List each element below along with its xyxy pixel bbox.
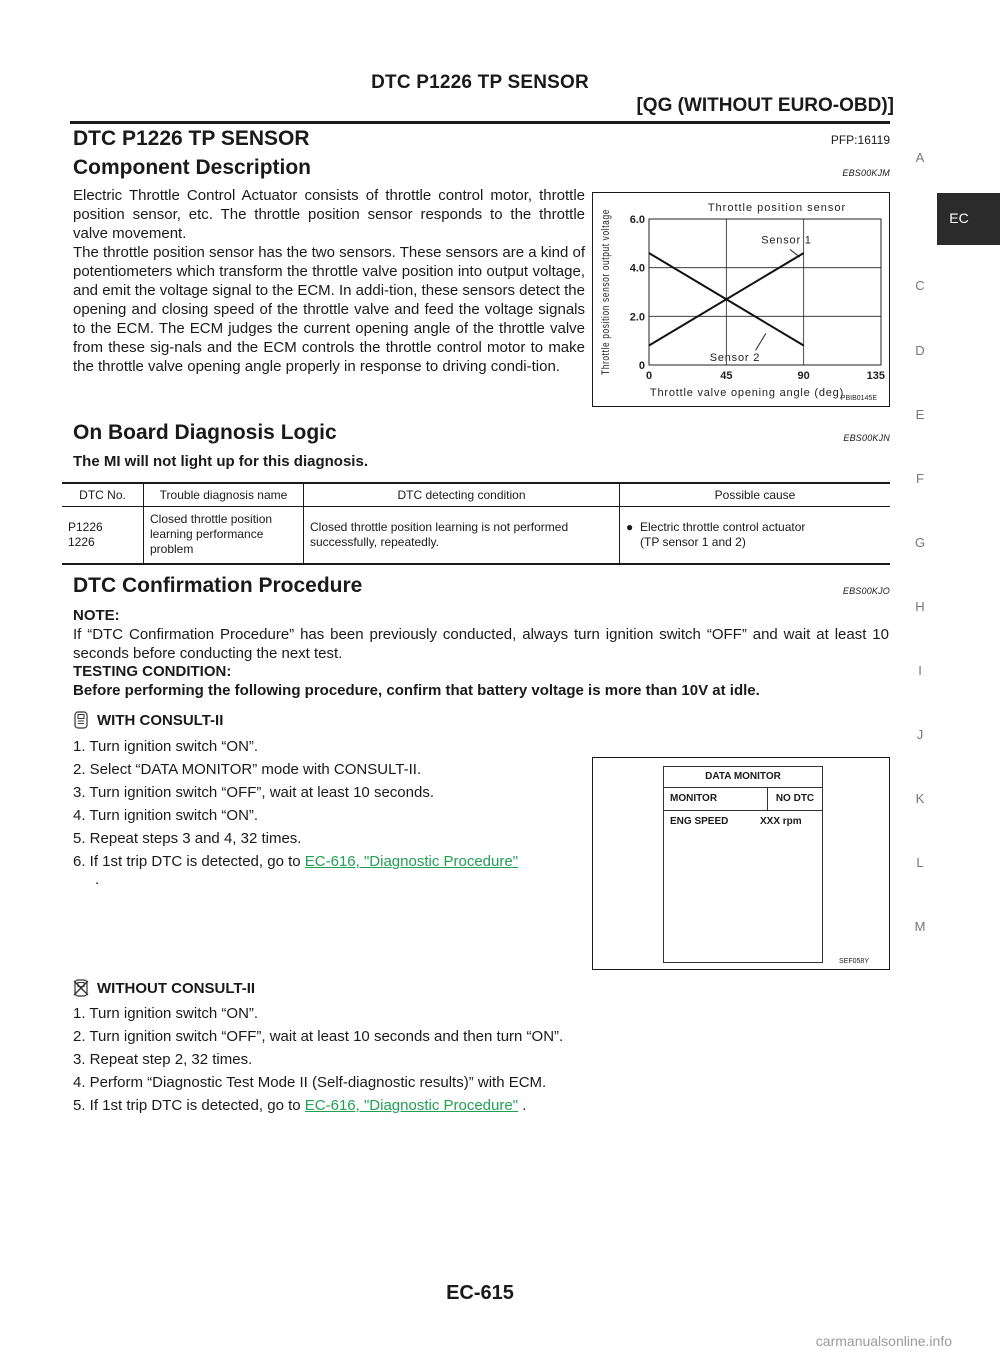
list-item: 2. Turn ignition switch “OFF”, wait at least 10 seconds and then turn “ON”. (73, 1028, 564, 1045)
confirmation-heading: DTC Confirmation Procedure (73, 574, 363, 597)
eng-speed-label: ENG SPEED (670, 816, 729, 827)
table-header-dtc-no: DTC No. (62, 484, 144, 507)
list-item: 3. Repeat step 2, 32 times. (73, 1051, 253, 1068)
x-tick-label: 0 (645, 370, 653, 382)
y-tick-label: 4.0 (629, 262, 645, 275)
dtc-table-wrapper (62, 482, 890, 565)
tab-c[interactable]: C (915, 278, 925, 293)
data-monitor-title: DATA MONITOR (664, 767, 822, 788)
y-axis-label: Throttle position sensor output voltage (600, 157, 612, 375)
table-header-trouble-name: Trouble diagnosis name (144, 484, 304, 507)
tab-g[interactable]: G (914, 535, 926, 550)
list-item (73, 853, 588, 889)
part-number: PFP:16119 (830, 133, 890, 147)
trouble-name-cell: Closed throttle position learning performance problem (144, 507, 304, 563)
component-paragraph-1: Electric Throttle Control Actuator consists of throttle control motor, throttle position sensor, etc. The throttle position sensor responds to the throttle valve movement. (73, 187, 585, 242)
list-item: 4. Perform “Diagnostic Test Mode II (Self-diagnostic results)” with ECM. (73, 1074, 547, 1091)
watermark: carmanualsonline.info (815, 1333, 952, 1349)
table-header-possible-cause: Possible cause (620, 484, 891, 507)
chart-figure-code: PBIB0145E (840, 395, 877, 402)
with-consult-steps (73, 738, 588, 894)
series-leader-sensor-1 (790, 249, 800, 257)
running-header-subtitle: [QG (WITHOUT EURO-OBD)] (636, 95, 894, 116)
possible-cause-cell (620, 507, 891, 563)
table-header-row (62, 484, 890, 507)
series-leader-sensor-2 (756, 333, 766, 350)
without-consult-steps (73, 1005, 889, 1120)
chart-title: Throttle position sensor (707, 202, 847, 214)
bullet: ● (626, 519, 634, 534)
running-header-title: DTC P1226 TP SENSOR (371, 72, 589, 93)
step-5-text: 5. If 1st trip DTC is detected, go to (73, 1097, 305, 1114)
list-item: 3. Turn ignition switch “OFF”, wait at least 10 seconds. (73, 784, 434, 801)
section-title: DTC P1226 TP SENSOR (73, 127, 310, 150)
consult-tool-icon (73, 711, 89, 729)
with-consult-label-row (73, 711, 223, 729)
side-tab-index (898, 0, 942, 960)
x-tick-label: 135 (866, 370, 885, 382)
tab-ec[interactable] (937, 193, 1000, 245)
without-consult-label-row (73, 979, 255, 997)
tab-e[interactable]: E (915, 407, 925, 422)
note-label: NOTE: (73, 607, 120, 624)
no-dtc-label: NO DTC (767, 788, 822, 810)
mi-note: The MI will not light up for this diagnosis. (73, 453, 368, 470)
dtc-no-cell (62, 507, 144, 563)
step-5-suffix: . (518, 1097, 527, 1114)
with-consult-label: WITH CONSULT-II (97, 711, 224, 729)
tab-a[interactable]: A (915, 150, 925, 165)
list-item: 5. Repeat steps 3 and 4, 32 times. (73, 830, 302, 847)
condition-cell: Closed throttle position learning is not performed successfully, repeatedly. (304, 507, 620, 563)
y-tick-label: 0 (638, 360, 645, 372)
component-paragraph-2: The throttle position sensor has the two sensors. These sensors are a kind of potentiometers which transform the throttle valve position into output voltage, and emit the voltage signal to the ECM. In addi-tion, these sensors detect the opening and closing speed of the throttle valve and feed the voltage signals to the ECM. The ECM judges the current opening angle of the throttle valve from these sig-nals and the ECM controls the throttle control motor to make the throttle valve opening angle properly in response to driving condi-tion. (73, 244, 585, 375)
page-number: EC-615 (446, 1282, 514, 1304)
dtc-table (62, 484, 890, 563)
note-text: If “DTC Confirmation Procedure” has been previously conducted, always turn ignition switch “OFF” and wait at least 10 seconds before conducting the next test. (73, 626, 889, 662)
no-consult-tool-icon (73, 979, 89, 997)
possible-cause: Electric throttle control actuator (640, 519, 806, 534)
y-tick-label: 2.0 (629, 311, 645, 324)
list-item: 2. Select “DATA MONITOR” mode with CONSULT-II. (73, 761, 422, 778)
list-item: 1. Turn ignition switch “ON”. (73, 1005, 259, 1022)
header-rule (70, 121, 890, 124)
without-consult-label: WITHOUT CONSULT-II (97, 979, 256, 997)
tab-f[interactable]: F (916, 471, 924, 486)
tab-d[interactable]: D (915, 343, 925, 358)
diagnostic-procedure-link[interactable]: EC-616, "Diagnostic Procedure" (304, 853, 519, 870)
step-6-text: 6. If 1st trip DTC is detected, go to (73, 853, 305, 870)
tab-h[interactable]: H (915, 599, 925, 614)
component-description-heading: Component Description (73, 156, 312, 179)
dtc-no-alt: 1226 (68, 534, 95, 549)
x-axis-label: Throttle valve opening angle (deg) (649, 387, 845, 399)
list-item (73, 1097, 889, 1115)
testing-condition-text: Before performing the following procedure, confirm that battery voltage is more than 10V at idle. (73, 682, 760, 699)
tab-ec-label: EC (949, 210, 969, 226)
x-tick-label: 45 (720, 370, 733, 382)
obd-code: EBS00KJN (843, 433, 890, 443)
testing-condition-label: TESTING CONDITION: (73, 663, 232, 680)
confirmation-code: EBS00KJO (842, 586, 890, 596)
series-label-sensor-1: Sensor 1 (761, 234, 812, 247)
monitor-figure-code: SEF058Y (839, 958, 869, 965)
obd-heading: On Board Diagnosis Logic (73, 421, 337, 444)
tab-l[interactable]: L (916, 855, 924, 870)
table-header-condition: DTC detecting condition (304, 484, 620, 507)
table-row (62, 507, 890, 563)
component-description-text (73, 186, 585, 376)
series-label-sensor-2: Sensor 2 (709, 352, 761, 364)
list-item: 1. Turn ignition switch “ON”. (73, 738, 259, 755)
data-monitor-figure (592, 757, 890, 970)
possible-cause-detail: (TP sensor 1 and 2) (640, 534, 746, 549)
dtc-no: P1226 (68, 519, 103, 534)
diagnostic-procedure-link[interactable]: EC-616, "Diagnostic Procedure" (304, 1097, 519, 1114)
data-monitor-screen (663, 766, 823, 963)
list-item: 4. Turn ignition switch “ON”. (73, 807, 259, 824)
tab-m[interactable]: M (914, 919, 926, 934)
monitor-column-label: MONITOR (670, 793, 718, 804)
step-6-suffix: . (95, 871, 100, 888)
tab-j[interactable]: J (916, 727, 924, 742)
tab-k[interactable]: K (915, 791, 925, 806)
y-tick-label: 6.0 (629, 214, 645, 226)
x-tick-label: 90 (797, 370, 810, 382)
component-description-code: EBS00KJM (842, 168, 890, 178)
tab-i[interactable]: I (918, 663, 922, 678)
eng-speed-value: XXX rpm (760, 816, 802, 827)
